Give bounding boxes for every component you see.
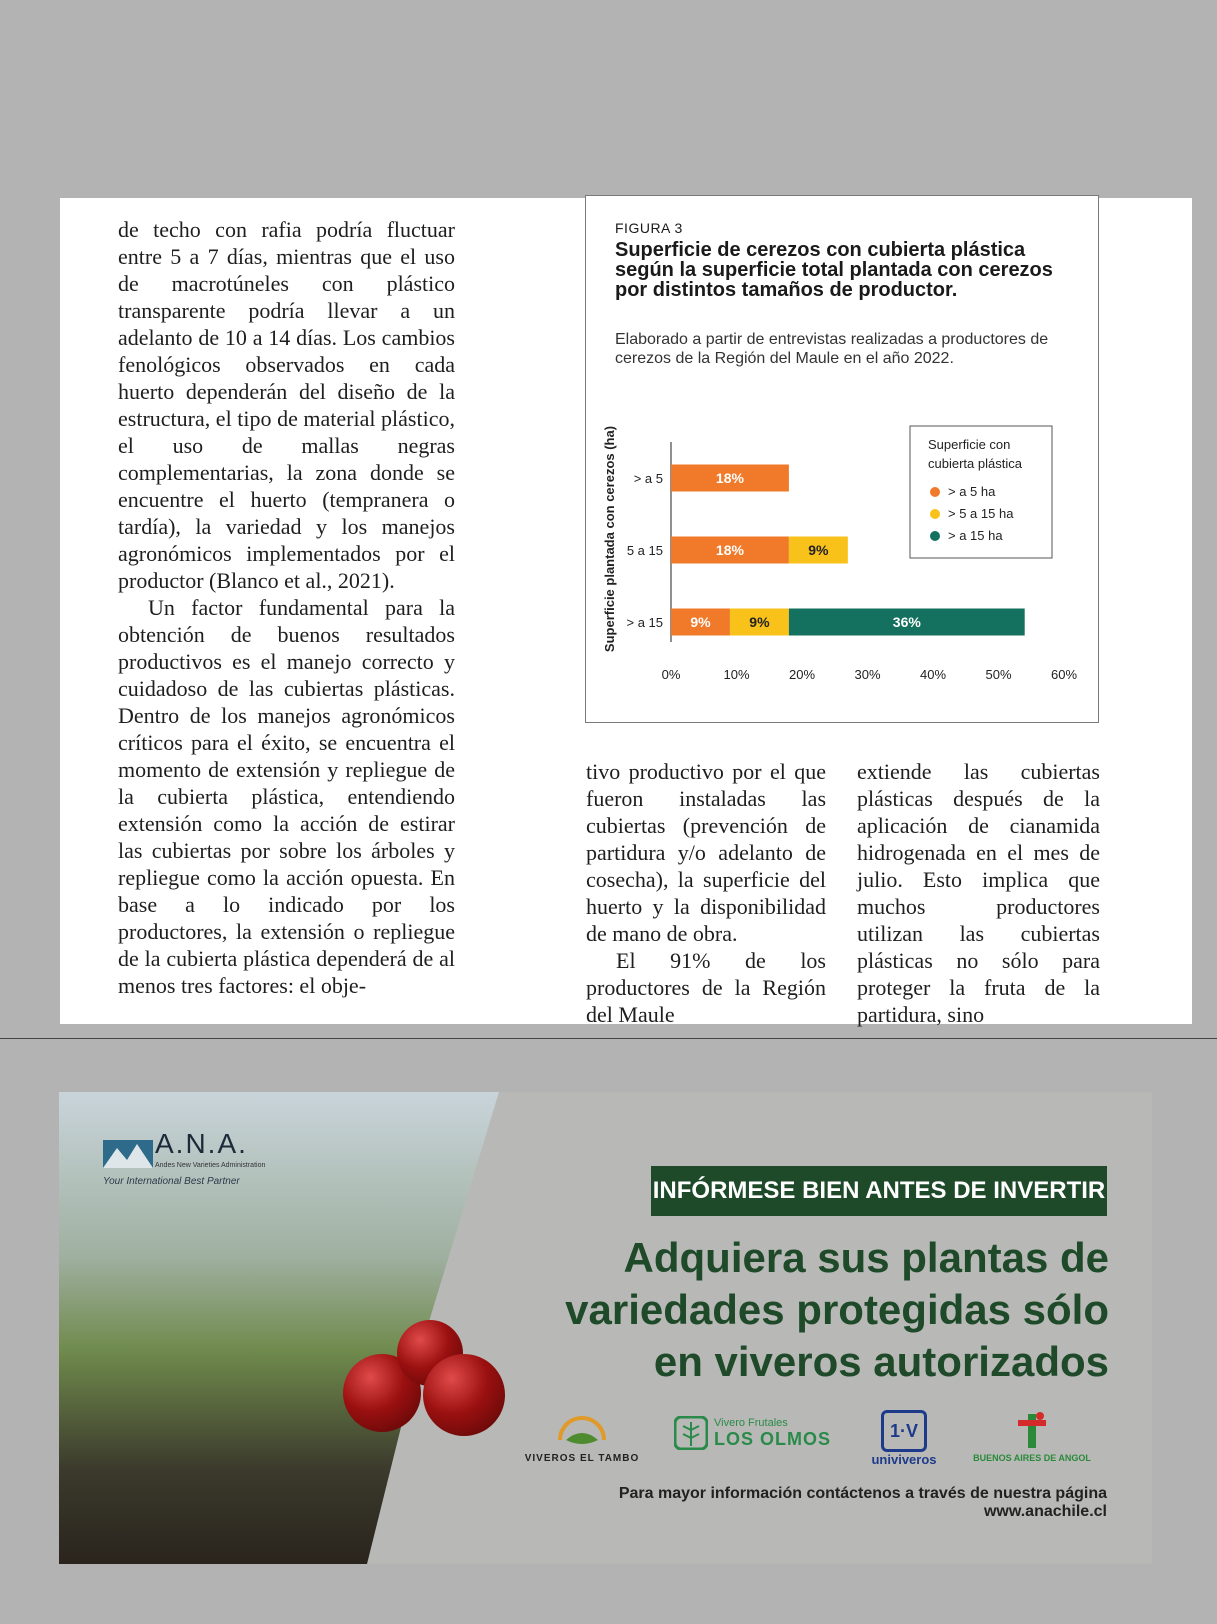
logo-univiveros xyxy=(864,1410,944,1467)
headline-line: variedades protegidas sólo xyxy=(565,1286,1109,1333)
figure-title: Superficie de cerezos con cubierta plástica según la superficie total plantada con cerezos por distintos tamaños de productor. xyxy=(615,239,1053,301)
advertisement xyxy=(59,1092,1152,1564)
headline-line: en viveros autorizados xyxy=(653,1338,1109,1385)
bar-data-label: 9% xyxy=(690,614,711,630)
legend-title: Superficie con xyxy=(928,437,1011,452)
bar-data-label: 9% xyxy=(808,542,829,558)
bar-data-label: 18% xyxy=(715,542,744,558)
figure-3 xyxy=(585,195,1099,723)
legend-title: cubierta plástica xyxy=(928,456,1022,471)
logo-label: BUENOS AIRES DE ANGOL xyxy=(973,1453,1091,1463)
x-tick-label: 40% xyxy=(919,667,947,682)
legend-swatch xyxy=(930,509,940,519)
bar-chart xyxy=(586,196,1098,722)
y-tick-label: > a 15 xyxy=(626,615,663,630)
ad-headline xyxy=(539,1232,1109,1388)
paragraph: extiende las cubiertas plásticas después de la aplicación de cianamida hidrogenada en el mes de julio. Esto implica que muchos productores utilizan las cubiertas plásticas no sólo para proteger la fruta de la partidura, sino xyxy=(857,759,1100,1027)
olmos-leaf-icon xyxy=(674,1416,708,1450)
logo-label: univiveros xyxy=(871,1452,937,1467)
x-tick-label: 20% xyxy=(788,667,816,682)
ana-brand-fullname: Andes New Varieties Administration xyxy=(155,1162,266,1169)
legend-entry: > a 5 ha xyxy=(948,484,996,499)
paragraph: Un factor fundamental para la obtención de buenos resultados productivos es el manejo correcto y cuidadoso de las cubiertas plásticas. Dentro de los manejos agronómicos críticos para el éxito, se encuentra el momento de extensión y repliegue de la cubierta plástica, entendiendo extensión como la acción de estirar las cubiertas por sobre los árboles y repliegue como la acción opuesta. En base a lo indicado por los productores, la extensión o repliegue de la cubierta plástica dependerá de al menos tres factores: el obje- xyxy=(118,595,455,998)
ana-tagline: Your International Best Partner xyxy=(103,1176,240,1187)
logo-buenos-aires-de-angol xyxy=(957,1410,1107,1463)
ana-brand: A.N.A. xyxy=(155,1128,248,1159)
x-tick-label: 30% xyxy=(854,667,881,682)
logo-viveros-el-tambo xyxy=(517,1410,647,1464)
paragraph: de techo con rafia podría fluctuar entre 5 a 7 días, mientras que el uso de macrotúneles con plástico transparente podría llevar a un adelanto de 10 a 14 días. Los cambios fenológicos observados en cada huerto dependerán del diseño de la estructura, el tipo de material plástico, el uso de mallas negras complementarias, la zona donde se encuentre el huerto (tempranera o tardía), la variedad y los manejos agronómicos implementados por el productor (Blanco et al., 2021). xyxy=(118,217,455,593)
article-column-3 xyxy=(857,758,1100,1028)
article-column-2 xyxy=(586,758,826,1028)
ad-ribbon: INFÓRMESE BIEN ANTES DE INVERTIR xyxy=(651,1166,1107,1216)
article-column-1 xyxy=(118,216,455,999)
ad-footer: Para mayor información contáctenos a través de nuestra página www.anachile.cl xyxy=(618,1485,1107,1520)
legend-swatch xyxy=(930,487,940,497)
logo-label: Vivero Frutales xyxy=(714,1416,788,1429)
x-tick-label: 60% xyxy=(1050,667,1078,682)
y-axis-label: Superficie plantada con cerezos (ha) xyxy=(602,425,617,653)
headline-line: Adquiera sus plantas de xyxy=(623,1234,1109,1281)
y-tick-label: > a 5 xyxy=(633,471,663,486)
y-tick-label: 5 a 15 xyxy=(626,543,663,558)
legend-entry: > 5 a 15 ha xyxy=(948,506,1014,521)
cherry-icon xyxy=(423,1354,505,1436)
figure-subtitle: Elaborado a partir de entrevistas realizadas a productores de cerezos de la Región del Maule en el año 2022. xyxy=(615,331,1049,367)
ana-mountain-logo-icon xyxy=(103,1136,153,1172)
article-page xyxy=(60,198,1192,1027)
bar-data-label: 9% xyxy=(749,614,770,630)
logo-label: LOS OLMOS xyxy=(714,1428,831,1449)
paragraph: tivo productivo por el que fueron instaladas las cubiertas (prevención de partidura y/o adelanto de cosecha), la superficie del huerto y la disponibilidad de mano de obra. xyxy=(586,759,826,946)
legend-entry: > a 15 ha xyxy=(948,528,1003,543)
univiveros-mark-icon: 1·V xyxy=(881,1410,927,1452)
x-tick-label: 50% xyxy=(985,667,1012,682)
logo-label: VIVEROS EL TAMBO xyxy=(524,1453,640,1464)
angol-tree-icon xyxy=(1012,1410,1052,1448)
paragraph: El 91% de los productores de la Región del Maule xyxy=(586,948,826,1027)
legend-swatch xyxy=(930,531,940,541)
x-tick-label: 10% xyxy=(723,667,750,682)
bar-data-label: 36% xyxy=(892,614,921,630)
bar-data-label: 18% xyxy=(715,470,744,486)
x-tick-label: 0% xyxy=(661,667,681,682)
figure-label: FIGURA 3 xyxy=(615,220,683,236)
page-divider xyxy=(0,1038,1217,1039)
tambo-sun-icon xyxy=(552,1410,612,1448)
logo-los-olmos xyxy=(674,1410,844,1450)
